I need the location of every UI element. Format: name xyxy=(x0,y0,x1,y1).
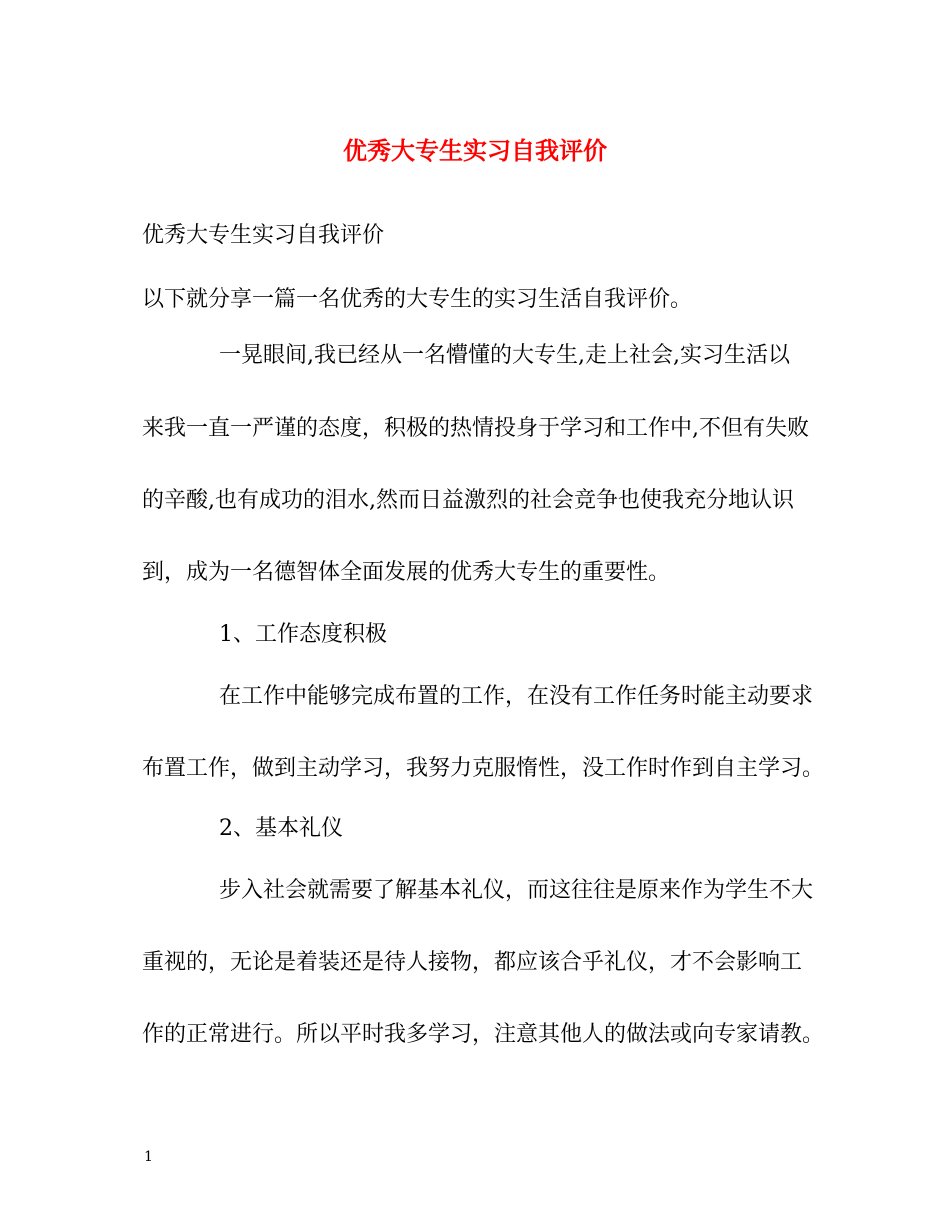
paragraph-line: 一晃眼间,我已经从一名懵懂的大专生,走上社会,实习生活以 xyxy=(219,343,790,368)
paragraph-line: 步入社会就需要了解基本礼仪，而这往往是原来作为学生不大 xyxy=(219,878,814,903)
section-heading: 1、工作态度积极 xyxy=(219,622,387,647)
paragraph-line: 重视的，无论是着装还是待人接物，都应该合乎礼仪，才不会影响工 xyxy=(142,950,803,975)
subtitle-line: 优秀大专生实习自我评价 xyxy=(142,223,385,248)
document-title: 优秀大专生实习自我评价 xyxy=(343,136,607,165)
paragraph-line: 到，成为一名德智体全面发展的优秀大专生的重要性。 xyxy=(142,560,671,585)
intro-line: 以下就分享一篇一名优秀的大专生的实习生活自我评价。 xyxy=(142,287,693,312)
paragraph-line: 布置工作，做到主动学习，我努力克服惰性，没工作时作到自主学习。 xyxy=(142,756,825,781)
paragraph-line: 作的正常进行。所以平时我多学习，注意其他人的做法或向专家请教。 xyxy=(142,1022,825,1047)
page-number: 1 xyxy=(144,1149,153,1165)
paragraph-line: 的辛酸,也有成功的泪水,然而日益激烈的社会竞争也使我充分地认识 xyxy=(142,488,794,513)
section-heading: 2、基本礼仪 xyxy=(219,816,343,841)
paragraph-line: 在工作中能够完成布置的工作，在没有工作任务时能主动要求 xyxy=(219,684,814,709)
paragraph-line: 来我一直一严谨的态度，积极的热情投身于学习和工作中,不但有失败 xyxy=(142,416,809,441)
